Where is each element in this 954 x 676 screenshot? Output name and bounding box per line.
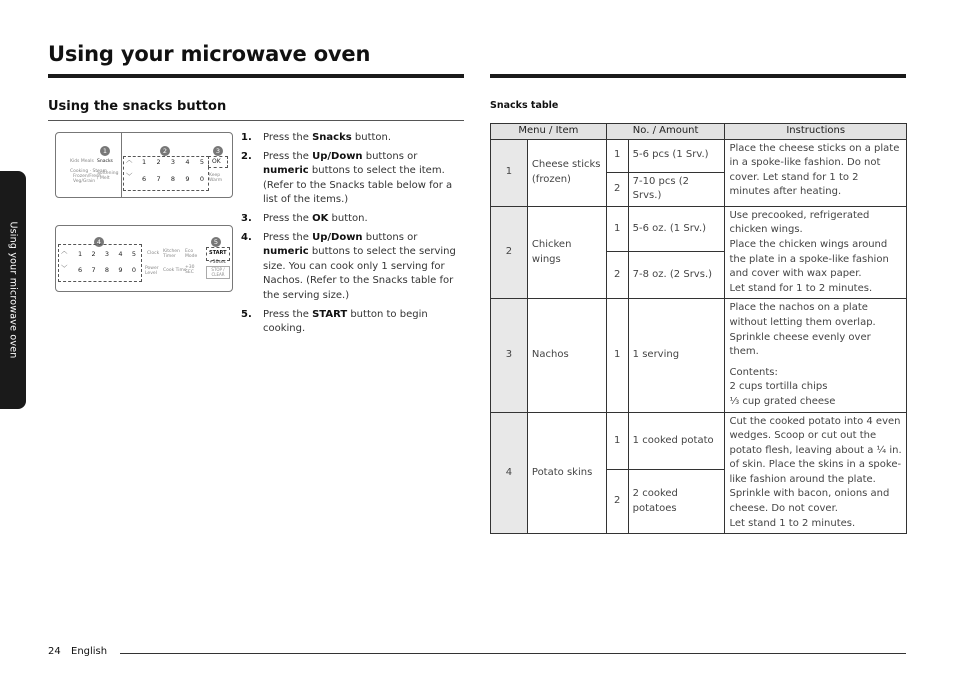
step-text: buttons or: [362, 150, 418, 162]
instruction-line: Let stand for 1 to 2 minutes.: [729, 282, 873, 294]
page-title: Using your microwave oven: [48, 42, 371, 66]
row-index: 3: [491, 299, 528, 412]
section-heading: Using the snacks button: [48, 99, 227, 114]
step-text: Press the: [263, 231, 313, 243]
instruction-line: Place the chicken wings around the plate in a spoke-like fashion and cover with wax paper.: [729, 238, 889, 280]
up-arrow-icon: ︿: [61, 247, 68, 255]
snacks-label: Snacks: [97, 159, 113, 164]
steps-list: [241, 131, 461, 341]
step-text: Press the: [263, 150, 313, 162]
keep-warm-label: Keep Warm: [209, 173, 223, 183]
step-keyword: Snacks: [312, 132, 352, 143]
stop-clear-box: [206, 266, 230, 279]
step-keyword: Up/Down: [312, 231, 363, 243]
step-text: buttons to select the item. (Refer to the Snacks table below for a list of the items.): [263, 165, 453, 206]
veg-grain-label: Veg/Grain: [73, 179, 96, 184]
header-menu-item: Menu / Item: [491, 124, 607, 140]
instruction-line: Use precooked, refrigerated chicken wings.: [729, 209, 870, 236]
frozen-fresh-label: Frozen/Fresh: [73, 174, 102, 179]
callout-4: 4: [94, 237, 104, 247]
table-row: [491, 412, 907, 470]
step-item: [241, 150, 461, 208]
amount-value: 5-6 pcs (1 Srv.): [628, 139, 725, 172]
amount-number: 1: [606, 206, 628, 251]
step-item: [241, 308, 461, 337]
step-text: buttons to select the serving size. You can cook only 1 serving for Nachos. (Refer to the Snacks table for the serving size.): [263, 246, 456, 301]
panel-divider: [121, 133, 122, 197]
contents-line: ⅓ cup grated cheese: [729, 395, 836, 407]
step-text: Press the: [263, 212, 313, 224]
row-item: Nachos: [527, 299, 606, 412]
power-level-label: Power Level: [145, 266, 159, 276]
row-index: 1: [491, 139, 528, 206]
row-index: 4: [491, 412, 528, 534]
control-panel-bottom: [55, 225, 233, 292]
amount-number: 2: [606, 470, 628, 534]
step-keyword: Up/Down: [312, 150, 363, 162]
callout-2: 2: [160, 146, 170, 156]
header-instructions: Instructions: [725, 124, 907, 140]
kitchen-timer-label: Kitchen Timer: [163, 249, 180, 259]
row-item: Potato skins: [527, 412, 606, 534]
instruction-line: Place the nachos on a plate without letting them overlap. Sprinkle cheese evenly over them.: [729, 302, 876, 358]
digit-row-up: 1 2 3 4 5: [142, 158, 204, 166]
step-number: 2.: [241, 150, 252, 162]
table-row: [491, 206, 907, 251]
step-keyword: START: [312, 308, 348, 320]
step-text: Press the: [263, 132, 313, 143]
step-text: buttons or: [362, 231, 418, 243]
amount-number: 2: [606, 252, 628, 299]
header-rule-left: [48, 74, 464, 78]
up-arrow-icon: ︿: [126, 156, 133, 164]
cook-time-label: Cook Time: [163, 268, 187, 273]
digit-row-down: 6 7 8 9 0: [78, 266, 136, 274]
amount-number: 1: [606, 139, 628, 172]
amount-number: 1: [606, 412, 628, 470]
row-instructions: [725, 139, 907, 206]
table-row: [491, 139, 907, 172]
instruction-line: Let stand 1 to 2 minutes.: [729, 517, 856, 529]
contents-label: Contents:: [729, 366, 778, 378]
callout-5: 5: [211, 237, 221, 247]
step-number: 3.: [241, 212, 252, 224]
start-sub-label: +30sec: [209, 260, 227, 265]
callout-3: 3: [213, 146, 223, 156]
step-text: button.: [351, 132, 392, 143]
amount-value: 1 cooked potato: [628, 412, 725, 470]
amount-number: 1: [606, 299, 628, 412]
row-index: 2: [491, 206, 528, 299]
step-text: Press the: [263, 308, 313, 320]
amount-value: 1 serving: [628, 299, 725, 412]
footer-rule: [120, 653, 906, 654]
row-item: Cheese sticks (frozen): [527, 139, 606, 206]
plus-30-sec-label: +30 SEC: [185, 265, 195, 275]
instruction-line: Sprinkle with bacon, onions and cheese. Do not cover.: [729, 488, 890, 515]
table-row: [491, 299, 907, 412]
step-keyword: numeric: [263, 246, 309, 258]
step-keyword: OK: [312, 212, 329, 224]
amount-value: 5-6 oz. (1 Srv.): [628, 206, 725, 251]
footer-language: English: [71, 646, 108, 657]
softening-melt-label: Softening / Melt: [97, 171, 119, 181]
callout-1: 1: [100, 146, 110, 156]
header-rule-right: [490, 74, 906, 78]
amount-value: 2 cooked potatoes: [628, 470, 725, 534]
instruction-line: Cut the cooked potato into 4 even wedges. Scoop or cut out the potato flesh, leaving about a ¼ in. of skin. Place the skins in a spoke-like fashion around the plate.: [729, 415, 902, 485]
snacks-table: [490, 123, 907, 534]
instruction-line: Place the cheese sticks on a plate in a spoke-like fashion. Do not cover. Let stand for 1 to 2 minutes after heating.: [729, 142, 900, 198]
step-text: button.: [328, 212, 368, 224]
down-arrow-icon: ﹀: [61, 264, 68, 272]
side-tab: [0, 171, 26, 409]
row-instructions: [725, 206, 907, 299]
table-header-row: [491, 124, 907, 140]
start-label: START: [209, 250, 227, 256]
table-caption: Snacks table: [490, 100, 559, 111]
stop-clear-label: STOP / CLEAR: [211, 267, 225, 277]
step-keyword: numeric: [263, 165, 309, 177]
row-instructions: [725, 299, 907, 412]
ok-label: OK: [212, 158, 221, 165]
down-arrow-icon: ﹀: [126, 172, 133, 180]
contents-line: 2 cups tortilla chips: [729, 381, 828, 393]
step-item: [241, 231, 461, 304]
amount-number: 2: [606, 172, 628, 206]
step-text: button to begin cooking.: [263, 308, 428, 335]
step-number: 1.: [241, 132, 252, 143]
step-item: [241, 212, 461, 227]
eco-mode-label: Eco Mode: [185, 249, 198, 259]
step-number: 4.: [241, 231, 252, 243]
step-number: 5.: [241, 308, 252, 320]
side-tab-label: Using your microwave oven: [7, 221, 19, 359]
amount-value: 7-10 pcs (2 Srvs.): [628, 172, 725, 206]
clock-label: Clock: [147, 251, 160, 256]
section-rule: [48, 120, 464, 121]
page-number: 24: [48, 646, 61, 657]
amount-value: 7-8 oz. (2 Srvs.): [628, 252, 725, 299]
header-no-amount: No. / Amount: [606, 124, 725, 140]
step-item: [241, 131, 461, 146]
cooking-steam-label: Cooking · Steam: [70, 169, 108, 174]
kids-meals-label: Kids Meals: [70, 159, 94, 164]
control-panel-top: [55, 132, 233, 198]
row-instructions: [725, 412, 907, 534]
row-item: Chicken wings: [527, 206, 606, 299]
digit-row-up: 1 2 3 4 5: [78, 250, 136, 258]
digit-row-down: 6 7 8 9 0: [142, 175, 204, 183]
